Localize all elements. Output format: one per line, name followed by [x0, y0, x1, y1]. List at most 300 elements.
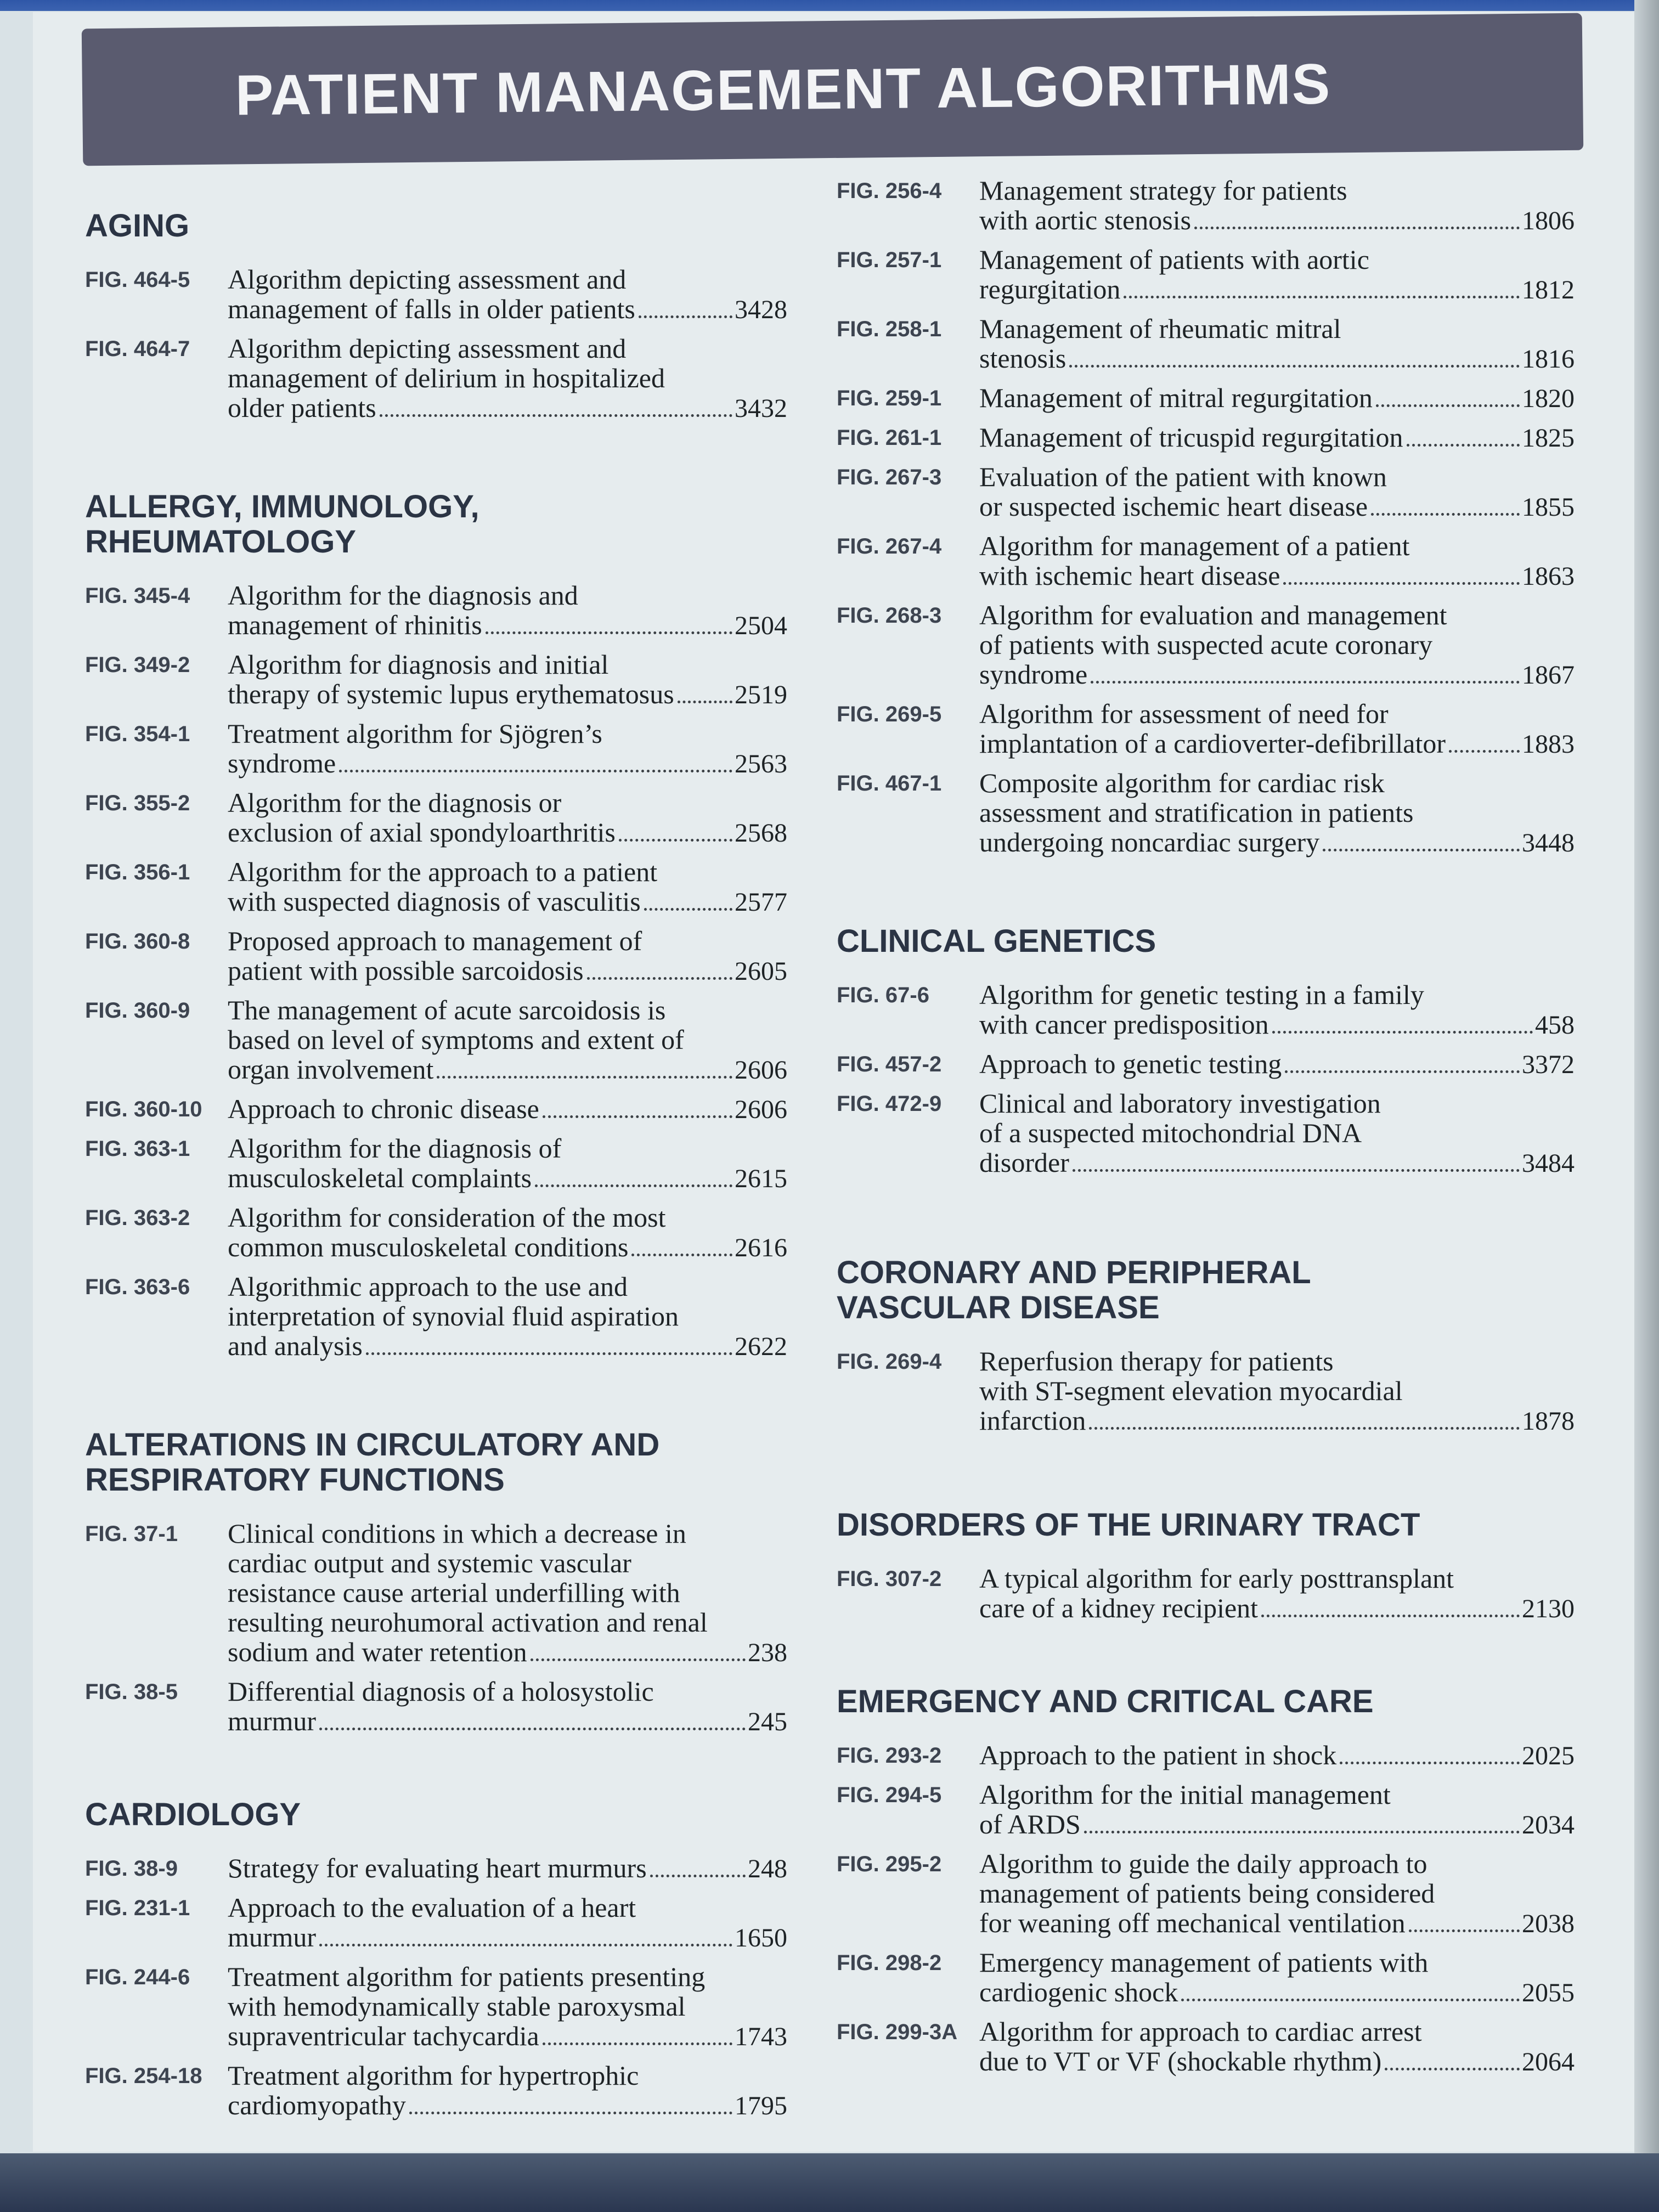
description-line [979, 630, 1575, 659]
description-line [979, 1346, 1575, 1376]
left-column [85, 208, 787, 2130]
toc-entry [85, 857, 787, 917]
description-text: with cancer predisposition [979, 1009, 1269, 1040]
description-line [979, 205, 1575, 236]
description-text: care of a kidney recipient [979, 1593, 1259, 1623]
figure-number: FIG. 363-2 [85, 1206, 190, 1230]
page-number: 2606 [735, 1056, 787, 1085]
dot-leader [409, 2112, 732, 2114]
description-text: with hemodynamically stable paroxysmal [228, 1991, 686, 2022]
figure-number: FIG. 67-6 [837, 983, 929, 1007]
description-line [228, 1922, 787, 1953]
description-line [228, 2021, 787, 2052]
description-text: Algorithm for diagnosis and initial [228, 649, 609, 680]
description-line [979, 1908, 1575, 1939]
description-text: older patients [228, 392, 376, 423]
page-number: 3484 [1522, 1149, 1575, 1178]
entry-description [979, 314, 1575, 374]
description-text: syndrome [979, 659, 1088, 690]
toc-entry [837, 462, 1575, 522]
description-line [979, 1148, 1575, 1178]
toc-entry [85, 1094, 787, 1125]
dot-leader [1091, 681, 1520, 684]
description-line [979, 1593, 1575, 1624]
description-line [979, 768, 1575, 798]
entry-description [979, 768, 1575, 858]
description-line [228, 1962, 787, 1991]
description-text: resistance cause arterial underfilling with [228, 1577, 680, 1608]
page-number: 1816 [1522, 345, 1575, 374]
page-number: 1825 [1522, 424, 1575, 453]
page-number: 2605 [735, 957, 787, 986]
page-number: 2622 [735, 1332, 787, 1361]
section [85, 1427, 787, 1737]
description-line [228, 887, 787, 917]
description-text: Algorithm for the diagnosis and [228, 580, 578, 611]
description-line [228, 748, 787, 779]
description-line [979, 1564, 1575, 1593]
section-heading: ALTERATIONS IN CIRCULATORY AND RESPIRATORY FUNCTIONS [85, 1427, 660, 1498]
description-line [228, 1025, 787, 1054]
entry-description [228, 2061, 787, 2121]
figure-number: FIG. 360-8 [85, 929, 190, 953]
figure-number: FIG. 244-6 [85, 1965, 190, 1989]
description-text: common musculoskeletal conditions [228, 1232, 629, 1262]
page-number: 458 [1535, 1011, 1575, 1040]
entry-description [979, 383, 1575, 414]
section [837, 1508, 1575, 1624]
description-line [228, 1991, 787, 2021]
description-line [979, 827, 1575, 858]
page-number: 1812 [1522, 275, 1575, 304]
description-line [228, 788, 787, 817]
section-heading: EMERGENCY AND CRITICAL CARE [837, 1684, 1374, 1719]
page-number: 2055 [1522, 1978, 1575, 2007]
description-line [979, 1118, 1575, 1148]
section-heading: ALLERGY, IMMUNOLOGY, RHEUMATOLOGY [85, 489, 479, 560]
description-text: interpretation of synovial fluid aspiration [228, 1301, 679, 1331]
page-title: PATIENT MANAGEMENT ALGORITHMS [235, 52, 1331, 127]
description-text: Management of tricuspid regurgitation [979, 422, 1403, 453]
description-text: musculoskeletal complaints [228, 1163, 532, 1193]
entry-description [228, 1853, 787, 1884]
description-line [228, 1706, 787, 1737]
description-line [228, 1637, 787, 1668]
description-text: regurgitation [979, 274, 1121, 304]
title-banner [82, 13, 1583, 166]
description-line [979, 422, 1575, 453]
description-line [979, 1088, 1575, 1118]
description-line [228, 719, 787, 748]
description-line [228, 857, 787, 887]
entry-description [228, 995, 787, 1085]
toc-entry [837, 383, 1575, 414]
description-text: Strategy for evaluating heart murmurs [228, 1853, 647, 1883]
entry-description [228, 1094, 787, 1125]
dot-leader [1371, 513, 1520, 516]
description-line [228, 580, 787, 610]
toc-entry [85, 1519, 787, 1668]
section-heading: CARDIOLOGY [85, 1797, 301, 1832]
right-column [837, 176, 1575, 2086]
description-text: Algorithm to guide the daily approach to [979, 1848, 1427, 1879]
description-line [979, 1376, 1575, 1406]
section [85, 489, 787, 1362]
page-number: 2064 [1522, 2047, 1575, 2076]
description-text: Algorithm for evaluation and management [979, 600, 1447, 630]
description-text: Differential diagnosis of a holosystolic [228, 1676, 654, 1707]
toc-entry [85, 1677, 787, 1737]
entry-description [979, 1948, 1575, 2008]
page-number: 245 [748, 1707, 787, 1736]
description-text: with aortic stenosis [979, 205, 1192, 235]
entry-description [979, 1346, 1575, 1436]
description-line [979, 2046, 1575, 2077]
figure-number: FIG. 261-1 [837, 426, 942, 450]
figure-number: FIG. 38-9 [85, 1857, 178, 1881]
dot-leader [531, 1658, 746, 1661]
dot-leader [1181, 1999, 1520, 2001]
page-number: 2130 [1522, 1594, 1575, 1623]
description-text: Treatment algorithm for hypertrophic [228, 2060, 639, 2091]
dot-leader [1285, 1070, 1520, 1073]
page-number: 2034 [1522, 1810, 1575, 1839]
description-text: Algorithm for the diagnosis of [228, 1133, 562, 1164]
figure-number: FIG. 267-4 [837, 534, 942, 558]
description-text: Management strategy for patients [979, 175, 1347, 206]
description-line [979, 1977, 1575, 2008]
description-line [979, 176, 1575, 205]
toc-entry [837, 1780, 1575, 1840]
description-line [228, 1094, 787, 1125]
figure-number: FIG. 355-2 [85, 791, 190, 815]
dot-leader [650, 1875, 746, 1877]
dot-leader [1283, 582, 1520, 585]
entry-description [228, 926, 787, 986]
description-line [979, 1878, 1575, 1908]
description-text: patient with possible sarcoidosis [228, 955, 584, 986]
description-text: Algorithm depicting assessment and [228, 264, 627, 295]
entry-description [228, 264, 787, 325]
entry-description [979, 980, 1575, 1040]
description-text: for weaning off mechanical ventilation [979, 1908, 1406, 1938]
dot-leader [1194, 227, 1520, 229]
toc-entry [85, 1893, 787, 1953]
description-line [228, 2061, 787, 2090]
description-text: management of falls in older patients [228, 294, 635, 324]
page-number: 2616 [735, 1233, 787, 1262]
description-line [979, 314, 1575, 343]
section [837, 1255, 1575, 1436]
description-text: disorder [979, 1147, 1069, 1178]
figure-number: FIG. 360-9 [85, 998, 190, 1023]
toc-entry [85, 580, 787, 641]
entry-description [228, 857, 787, 917]
toc-entry [837, 1948, 1575, 2008]
section [837, 924, 1575, 1178]
dot-leader [535, 1184, 732, 1187]
toc-entry [85, 2061, 787, 2121]
dot-leader [366, 1352, 732, 1355]
dot-leader [437, 1076, 732, 1079]
figure-number: FIG. 231-1 [85, 1896, 190, 1920]
dot-leader [619, 839, 732, 842]
description-text: resulting neurohumoral activation and renal [228, 1607, 708, 1638]
dot-leader [543, 2042, 732, 2045]
dot-leader [1385, 2068, 1520, 2070]
description-text: Approach to genetic testing [979, 1048, 1282, 1079]
description-line [228, 679, 787, 710]
toc-entry [85, 334, 787, 424]
dot-leader [644, 908, 732, 911]
description-line [228, 1677, 787, 1706]
toc-entry [85, 926, 787, 986]
entry-description [979, 699, 1575, 759]
description-line [979, 1049, 1575, 1080]
toc-entry [85, 650, 787, 710]
figure-number: FIG. 259-1 [837, 386, 942, 410]
toc-entry [837, 1740, 1575, 1771]
toc-entry [837, 245, 1575, 305]
page-number: 2615 [735, 1164, 787, 1193]
page-number: 1867 [1522, 661, 1575, 690]
page-edge [1634, 0, 1659, 2212]
figure-number: FIG. 354-1 [85, 722, 190, 746]
dot-leader [1069, 365, 1520, 368]
entry-description [979, 245, 1575, 305]
entry-description [979, 176, 1575, 236]
page-number: 3372 [1522, 1050, 1575, 1079]
description-text: or suspected ischemic heart disease [979, 491, 1368, 522]
figure-number: FIG. 293-2 [837, 1743, 942, 1768]
description-line [979, 1948, 1575, 1977]
entry-description [979, 422, 1575, 453]
entry-description [979, 1780, 1575, 1840]
entry-description [979, 1088, 1575, 1178]
description-text: Algorithmic approach to the use and [228, 1271, 628, 1302]
figure-number: FIG. 356-1 [85, 860, 190, 884]
toc-entry [837, 1088, 1575, 1178]
description-text: Algorithm for assessment of need for [979, 698, 1389, 729]
description-line [228, 1607, 787, 1637]
dot-leader [1261, 1615, 1520, 1617]
description-text: Algorithm for consideration of the most [228, 1202, 666, 1233]
entry-description [228, 1519, 787, 1668]
entry-description [228, 719, 787, 779]
description-line [979, 1809, 1575, 1840]
dot-leader [639, 315, 732, 318]
figure-number: FIG. 298-2 [837, 1951, 942, 1975]
toc-entry [85, 995, 787, 1085]
description-line [979, 1740, 1575, 1771]
description-line [979, 561, 1575, 591]
section [837, 176, 1575, 858]
description-line [979, 1406, 1575, 1436]
toc-entry [837, 600, 1575, 690]
dot-leader [319, 1944, 732, 1946]
figure-number: FIG. 269-5 [837, 702, 942, 726]
figure-number: FIG. 267-3 [837, 465, 942, 489]
page-number: 2519 [735, 680, 787, 709]
dot-leader [319, 1728, 746, 1730]
description-line [979, 274, 1575, 305]
description-text: murmur [228, 1922, 317, 1953]
description-text: Algorithm depicting assessment and [228, 333, 627, 364]
description-text: and analysis [228, 1330, 363, 1361]
description-line [979, 383, 1575, 414]
description-text: of patients with suspected acute coronary [979, 629, 1433, 660]
section [85, 208, 787, 424]
description-text: management of delirium in hospitalized [228, 363, 665, 393]
page-number: 1795 [735, 2091, 787, 2120]
description-text: Approach to chronic disease [228, 1093, 539, 1124]
page-number: 3432 [735, 394, 787, 423]
description-text: organ involvement [228, 1054, 434, 1085]
toc-entry [85, 1133, 787, 1194]
description-text: Clinical and laboratory investigation [979, 1088, 1381, 1119]
figure-number: FIG. 268-3 [837, 603, 942, 628]
dot-leader [1089, 1427, 1520, 1430]
description-text: cardiogenic shock [979, 1977, 1178, 2007]
entry-description [979, 462, 1575, 522]
entry-description [228, 1272, 787, 1362]
entry-description [979, 531, 1575, 591]
description-line [228, 1331, 787, 1362]
dot-leader [1272, 1031, 1533, 1034]
description-line [228, 1232, 787, 1263]
dot-leader [678, 701, 732, 703]
dot-leader [1407, 444, 1520, 447]
dot-leader [1409, 1929, 1520, 1932]
page-number: 3428 [735, 295, 787, 324]
toc-entry [85, 788, 787, 848]
dot-leader [1084, 1831, 1520, 1833]
description-line [228, 1163, 787, 1194]
description-line [979, 980, 1575, 1009]
figure-number: FIG. 254-18 [85, 2064, 202, 2088]
figure-number: FIG. 295-2 [837, 1852, 942, 1876]
page-number: 1743 [735, 2022, 787, 2051]
description-line [228, 995, 787, 1025]
description-line [228, 926, 787, 956]
entry-description [228, 1133, 787, 1194]
description-line [228, 393, 787, 424]
dot-leader [587, 977, 732, 980]
dot-leader [486, 631, 732, 634]
description-line [979, 492, 1575, 522]
toc-entry [85, 1203, 787, 1263]
figure-number: FIG. 256-4 [837, 179, 942, 203]
dot-leader [1323, 849, 1520, 851]
dot-leader [339, 770, 732, 772]
description-text: Treatment algorithm for Sjögren’s [228, 718, 602, 749]
description-line [979, 531, 1575, 561]
page-number: 1883 [1522, 730, 1575, 759]
description-line [979, 699, 1575, 729]
description-text: management of rhinitis [228, 610, 482, 640]
description-line [228, 1203, 787, 1232]
toc-entry [85, 1962, 787, 2052]
description-text: exclusion of axial spondyloarthritis [228, 817, 616, 848]
description-line [228, 264, 787, 294]
description-line [228, 2090, 787, 2121]
description-line [228, 294, 787, 325]
description-line [979, 462, 1575, 492]
page-number: 1863 [1522, 562, 1575, 591]
description-text: with suspected diagnosis of vasculitis [228, 886, 641, 917]
description-text: infarction [979, 1405, 1086, 1436]
description-text: syndrome [228, 748, 336, 778]
figure-number: FIG. 258-1 [837, 317, 942, 341]
section-heading: CLINICAL GENETICS [837, 923, 1156, 959]
description-text: Algorithm for the diagnosis or [228, 787, 562, 818]
toc-entry [837, 2017, 1575, 2077]
figure-number: FIG. 457-2 [837, 1052, 942, 1076]
description-text: Algorithm for management of a patient [979, 531, 1410, 561]
figure-number: FIG. 464-7 [85, 337, 190, 361]
section [837, 1684, 1575, 2077]
description-text: implantation of a cardioverter-defibrillator [979, 728, 1446, 759]
description-text: based on level of symptoms and extent of [228, 1024, 684, 1055]
figure-number: FIG. 294-5 [837, 1783, 942, 1807]
description-text: stenosis [979, 343, 1066, 374]
page-number: 2038 [1522, 1909, 1575, 1938]
description-line [979, 245, 1575, 274]
description-text: Evaluation of the patient with known [979, 461, 1387, 492]
dot-leader [1376, 404, 1520, 407]
entry-description [979, 1564, 1575, 1624]
toc-entry [837, 422, 1575, 453]
entry-description [979, 1849, 1575, 1939]
description-text: Management of rheumatic mitral [979, 313, 1341, 344]
entry-description [979, 600, 1575, 690]
description-text: Approach to the patient in shock [979, 1740, 1337, 1770]
description-line [228, 817, 787, 848]
description-text: undergoing noncardiac surgery [979, 827, 1320, 857]
section-heading: CORONARY AND PERIPHERAL VASCULAR DISEASE [837, 1255, 1311, 1325]
figure-number: FIG. 38-5 [85, 1680, 178, 1704]
description-text: Algorithm for genetic testing in a family [979, 979, 1424, 1010]
description-line [228, 1548, 787, 1578]
description-text: management of patients being considered [979, 1878, 1435, 1909]
toc-entry [85, 264, 787, 325]
entry-description [979, 1049, 1575, 1080]
page-number: 2606 [735, 1095, 787, 1124]
description-text: Approach to the evaluation of a heart [228, 1892, 636, 1923]
page-number: 2563 [735, 749, 787, 778]
description-text: Treatment algorithm for patients presenting [228, 1961, 706, 1992]
description-line [228, 1054, 787, 1085]
toc-entry [85, 1272, 787, 1362]
description-line [228, 1272, 787, 1301]
description-text: Management of mitral regurgitation [979, 382, 1373, 413]
figure-number: FIG. 360-10 [85, 1097, 202, 1121]
description-line [228, 1893, 787, 1922]
entry-description [228, 1962, 787, 2052]
description-text: cardiomyopathy [228, 2090, 406, 2120]
description-line [228, 1133, 787, 1163]
description-text: Algorithm for approach to cardiac arrest [979, 2016, 1422, 2047]
entry-description [228, 1893, 787, 1953]
page-number: 2568 [735, 819, 787, 848]
page-number: 1855 [1522, 493, 1575, 522]
description-line [979, 1780, 1575, 1809]
description-text: Clinical conditions in which a decrease in [228, 1518, 686, 1549]
entry-description [228, 788, 787, 848]
page-number: 3448 [1522, 828, 1575, 857]
figure-number: FIG. 349-2 [85, 653, 190, 677]
description-line [979, 1009, 1575, 1040]
